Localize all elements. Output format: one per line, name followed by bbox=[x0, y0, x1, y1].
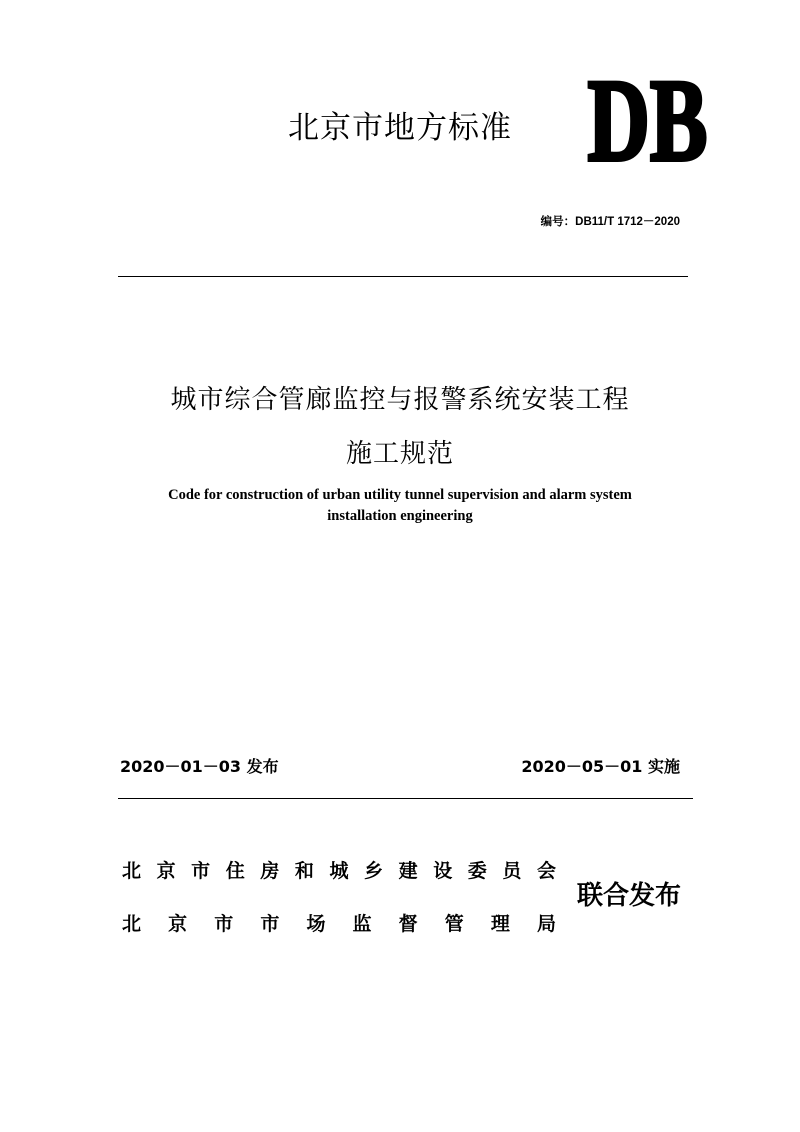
issuer-market-supervision bbox=[122, 911, 556, 937]
issuer-char: 乡 bbox=[364, 860, 384, 882]
standard-type-title: 北京市地方标准 bbox=[288, 110, 512, 146]
date-divider bbox=[118, 798, 693, 799]
issuer-char: 场 bbox=[306, 913, 326, 935]
issuer-char: 和 bbox=[294, 860, 314, 882]
issuer-housing-commission bbox=[122, 858, 556, 884]
standard-number: 编号：DB11/T 1712－2020 bbox=[540, 216, 680, 228]
issuer-char: 京 bbox=[168, 913, 188, 935]
issuer-char: 监 bbox=[352, 913, 372, 935]
joint-release-label: 联合发布 bbox=[577, 881, 682, 911]
issuer-char: 北 bbox=[122, 913, 142, 935]
issuer-char: 北 bbox=[122, 860, 142, 882]
issuer-char: 设 bbox=[433, 860, 453, 882]
db-logo bbox=[585, 55, 710, 186]
issuer-char: 市 bbox=[191, 860, 211, 882]
issuer-char: 理 bbox=[490, 913, 510, 935]
issuer-char: 委 bbox=[467, 860, 487, 882]
db-logo-text: DB bbox=[587, 55, 708, 186]
title-en-line-2: installation engineering bbox=[327, 508, 473, 524]
issuer-char: 住 bbox=[225, 860, 245, 882]
title-cn-line-1: 城市综合管廊监控与报警系统安装工程 bbox=[170, 385, 630, 415]
implement-date: 2020－05－01 实施 bbox=[521, 757, 680, 776]
issuer-char: 市 bbox=[260, 913, 280, 935]
issuer-char: 会 bbox=[536, 860, 556, 882]
issuer-char: 京 bbox=[156, 860, 176, 882]
issuer-char: 市 bbox=[214, 913, 234, 935]
issuer-char: 城 bbox=[329, 860, 349, 882]
issuer-char: 局 bbox=[536, 913, 556, 935]
issuer-char: 房 bbox=[260, 860, 280, 882]
header-divider bbox=[118, 276, 688, 277]
issuer-char: 建 bbox=[398, 860, 418, 882]
issuer-char: 管 bbox=[444, 913, 464, 935]
title-cn-line-2: 施工规范 bbox=[345, 439, 454, 469]
issuer-char: 督 bbox=[398, 913, 418, 935]
issuer-char: 员 bbox=[502, 860, 522, 882]
publish-date: 2020－01－03 发布 bbox=[120, 757, 279, 776]
title-en-line-1: Code for construction of urban utility tunnel supervision and alarm system bbox=[168, 487, 632, 503]
